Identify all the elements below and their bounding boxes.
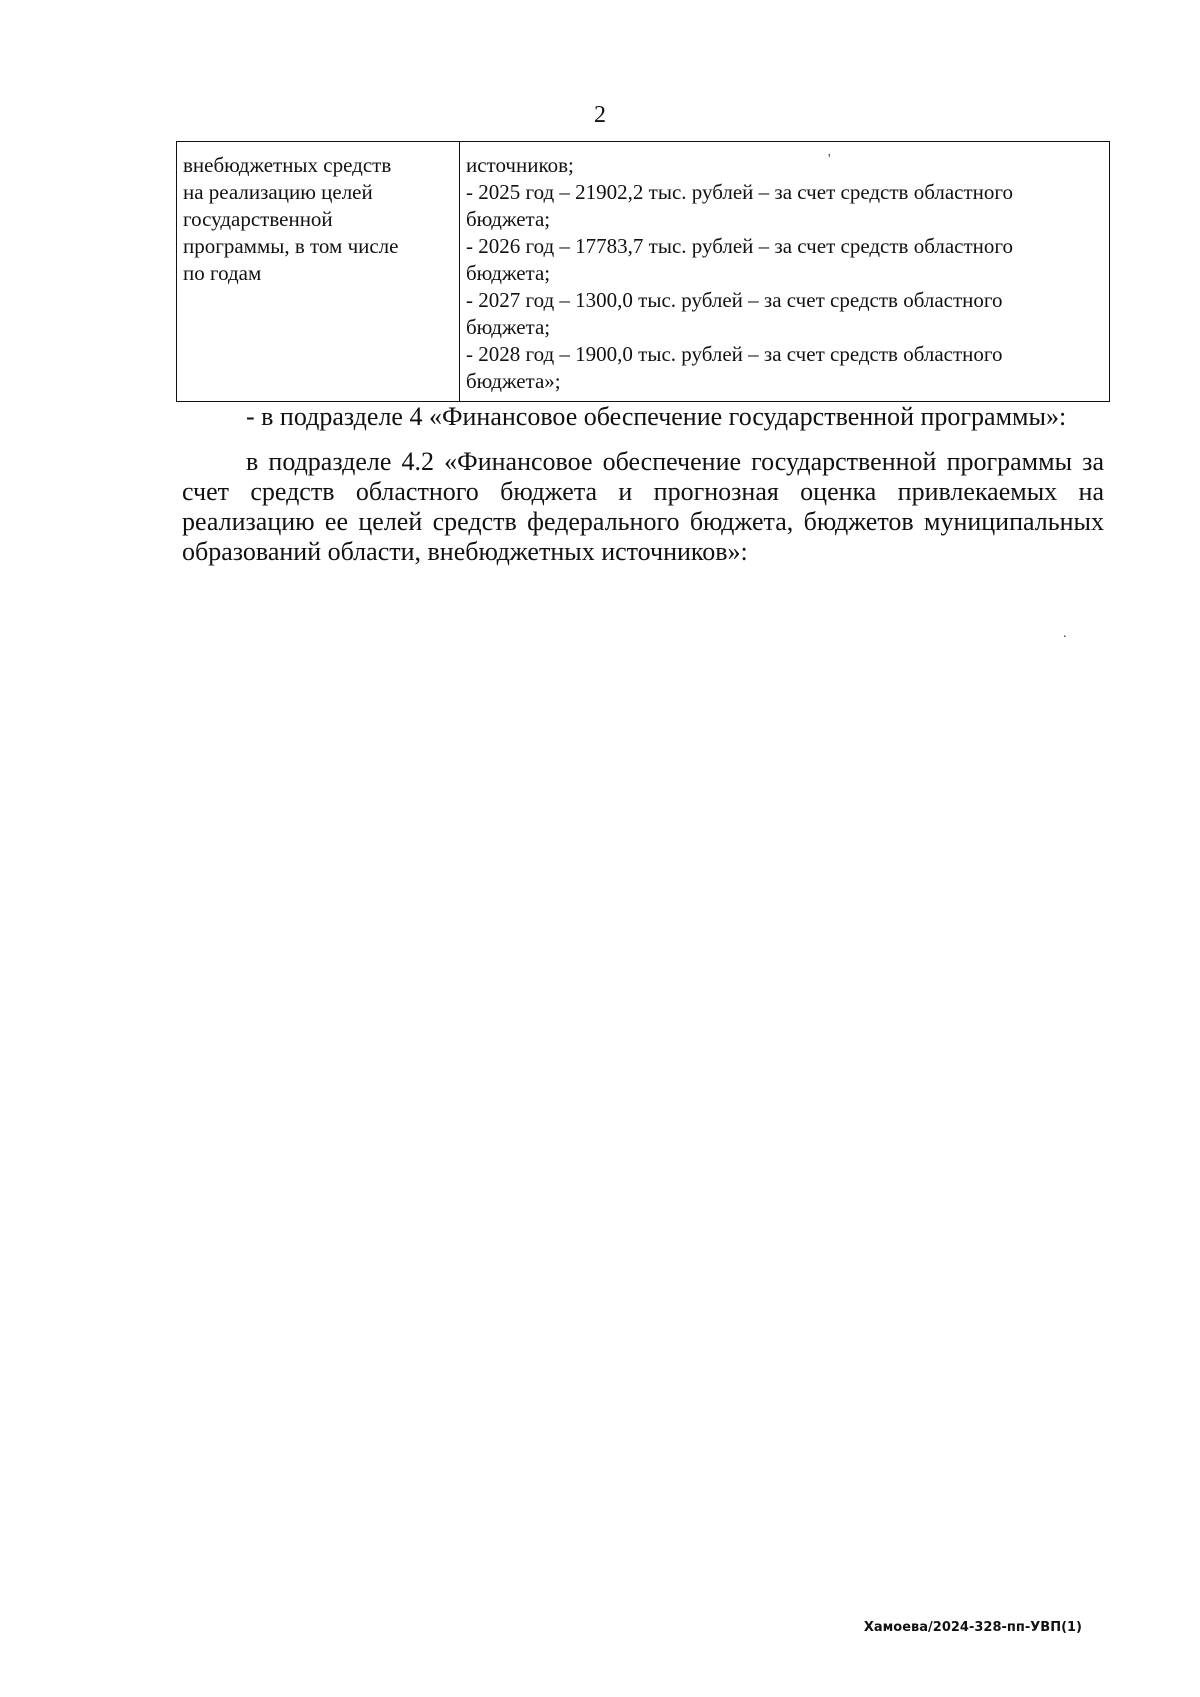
value-line: - 2028 год – 1900,0 тыс. рублей – за счет средств областного	[466, 342, 1003, 366]
label-line: программы, в том числе	[183, 234, 399, 258]
table-row	[177, 142, 1110, 402]
label-line: на реализацию целей	[183, 180, 373, 204]
table-cell-label	[177, 142, 460, 402]
value-line: источников;	[466, 153, 574, 177]
value-line: - 2027 год – 1300,0 тыс. рублей – за счет средств областного	[466, 288, 1003, 312]
paragraph: в подразделе 4.2 «Финансовое обеспечение государственной программы за счет средств областного бюджета и прогнозная оценка привлекаемых на реализацию ее целей средств федерального бюджета, бюджетов муниципальных образований области, внебюджетных источников»:	[182, 447, 1104, 566]
value-line: - 2025 год – 21902,2 тыс. рублей – за счет средств областного	[466, 180, 1013, 204]
scan-speck: .	[1063, 626, 1067, 641]
value-line: - 2026 год – 17783,7 тыс. рублей – за счет средств областного	[466, 234, 1013, 258]
label-line: государственной	[183, 207, 333, 231]
table-cell-value	[460, 142, 1110, 402]
page-number: 2	[594, 102, 606, 128]
budget-table	[176, 141, 1110, 402]
value-line: бюджета;	[466, 207, 551, 231]
value-line: бюджета;	[466, 261, 551, 285]
scan-speck: '	[828, 152, 831, 167]
body-text	[182, 402, 1104, 582]
label-line: внебюджетных средств	[183, 153, 392, 177]
label-line: по годам	[183, 261, 262, 285]
value-line: бюджета»;	[466, 369, 561, 393]
value-line: бюджета;	[466, 315, 551, 339]
paragraph: - в подразделе 4 «Финансовое обеспечение государственной программы»:	[246, 402, 1067, 431]
document-reference: Хамоева/2024-328-пп-УВП(1)	[863, 1620, 1082, 1635]
